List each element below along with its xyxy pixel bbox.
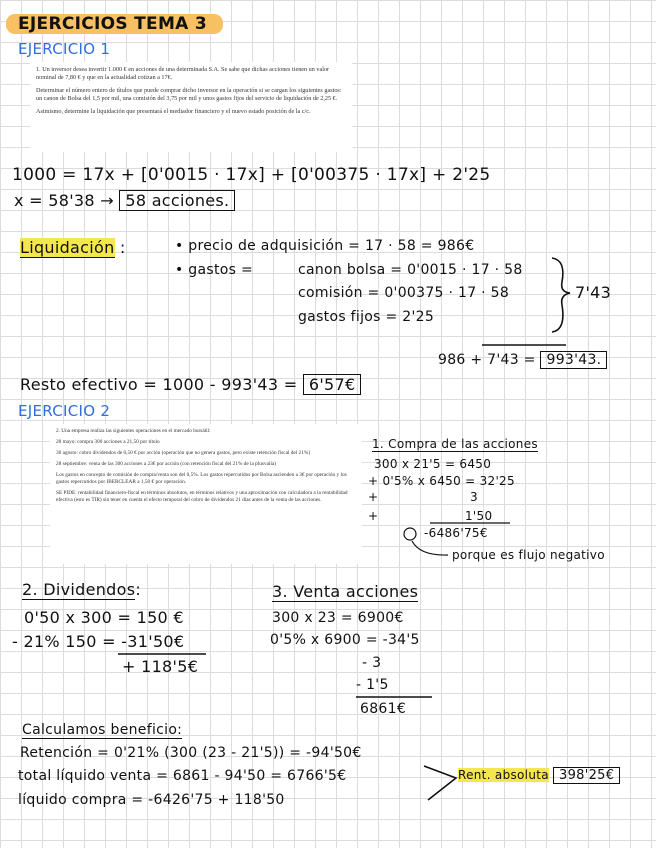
equation-2 bbox=[14, 191, 235, 210]
compra-line-2: + 0'5% x 6450 = 32'25 bbox=[368, 474, 515, 488]
answer-box-acciones: 58 acciones. bbox=[119, 190, 235, 211]
venta-line-2: 0'5% x 6900 = -34'5 bbox=[270, 632, 420, 648]
gastos-label: • gastos = bbox=[175, 262, 253, 278]
gastos-brace bbox=[552, 258, 570, 332]
answer-box-resto: 6'57€ bbox=[303, 374, 362, 395]
rentabilidad-absoluta bbox=[458, 768, 620, 783]
compra-total-circle bbox=[404, 528, 416, 540]
answer-box-liquidacion: 993'43. bbox=[540, 351, 607, 369]
statement-paragraph: 2. Una empresa realiza las siguientes operaciones en el mercado bursátil: bbox=[56, 428, 211, 434]
page-title: EJERCICIOS TEMA 3 bbox=[6, 14, 223, 34]
statement-paragraph: SE PIDE: rentabilidad financiero-fiscal en términos absolutos, en términos relativos y una aproximación con calculadora a la rentabilidad efectiva (esto es TIR) sin tener en cuenta el efecto temporal del cobro de dividendos 21 días antes de la venta de las acciones. bbox=[56, 490, 348, 503]
gasto-canon: canon bolsa = 0'0015 · 17 · 58 bbox=[298, 262, 523, 278]
exercise-2-statement bbox=[50, 424, 362, 564]
equation-2-prefix: x = 58'38 → bbox=[14, 191, 114, 210]
beneficio-liquido-venta: total líquido venta = 6861 - 94'50 = 6766'5€ bbox=[18, 768, 347, 784]
liquidacion-label: Liquidación : bbox=[20, 238, 126, 257]
compra-note-arrow bbox=[412, 541, 448, 555]
gasto-comision: comisión = 0'00375 · 17 · 58 bbox=[298, 285, 510, 301]
dividendos-title: 2. Dividendos: bbox=[22, 580, 142, 599]
compra-total: -6486'75€ bbox=[424, 526, 488, 540]
statement-paragraph: Los gastos en concepto de comisión de compra/venta son del 0,5%. Los gastos repercutidos por Bolsa ascienden a 3€ por operación y los gastos repercutidos por IBERCLEAR a 1,50 € por operación. bbox=[56, 472, 347, 485]
statement-paragraph: Determinar el número entero de títulos que puede comprar dicho inversor en la operación si se cargan los siguientes gastos: un canon de Bolsa del 1,5 por mil, una comisión del 3,75 por mil y unos gastos fijos del servicio de liquidación de 2,25 €. bbox=[36, 86, 342, 103]
dividendos-title-text: 2. Dividendos bbox=[22, 580, 136, 599]
statement-paragraph: Asimismo, determine la liquidación que presentará el mediador financiero y el nuevo estado posición de la c/c. bbox=[36, 107, 311, 115]
rentabilidad-label: Rent. absoluta bbox=[458, 768, 549, 782]
precio-adquisicion: • precio de adquisición = 17 · 58 = 986€ bbox=[175, 238, 475, 254]
answer-box-rentabilidad: 398'25€ bbox=[553, 767, 620, 784]
suma-text: 986 + 7'43 = bbox=[438, 352, 536, 368]
venta-line-3: - 3 bbox=[362, 655, 382, 671]
liquidacion-text: Liquidación bbox=[20, 238, 115, 257]
dividendos-line-3: + 118'5€ bbox=[122, 657, 199, 676]
beneficio-liquido-compra: líquido compra = -6426'75 + 118'50 bbox=[18, 792, 285, 808]
compra-title bbox=[372, 437, 538, 451]
statement-paragraph: 30 agosto: cobro dividendos de 0,50 € por acción (operación que no genera gastos, pero existe retención fiscal del 21%) bbox=[56, 450, 311, 456]
suma-liquidacion bbox=[438, 352, 607, 368]
statement-paragraph: 28 mayo: compra 300 acciones a 21,50 por título bbox=[56, 439, 160, 445]
venta-total: 6861€ bbox=[360, 701, 407, 717]
rentabilidad-arrow bbox=[424, 766, 456, 800]
statement-paragraph: 28 septiembre: venta de las 300 acciones a 23€ por acción (con retención fiscal del 21% de la plusvalía) bbox=[56, 461, 277, 467]
gasto-fijos: gastos fijos = 2'25 bbox=[298, 309, 435, 325]
venta-title bbox=[272, 582, 418, 601]
equation-1: 1000 = 17x + [0'0015 · 17x] + [0'00375 · 17x] + 2'25 bbox=[12, 165, 491, 185]
venta-line-4: - 1'5 bbox=[356, 677, 389, 693]
venta-title-text: 3. Venta acciones bbox=[272, 582, 419, 601]
compra-title-text: 1. Compra de las acciones bbox=[372, 437, 538, 451]
statement-paragraph: 1. Un inversor desea invertir 1.000 € en acciones de una determinada S.A. Se sabe que dichas acciones tienen un valor nominal de 7,80 € y que en la actualidad cotizan a 17€. bbox=[36, 66, 330, 82]
compra-line-4: 1'50 bbox=[465, 509, 493, 523]
exercise-1-heading: EJERCICIO 1 bbox=[18, 40, 111, 58]
compra-plus-1: + bbox=[368, 490, 379, 504]
dividendos-line-2: - 21% 150 = -31'50€ bbox=[12, 632, 185, 651]
beneficio-title bbox=[22, 722, 182, 738]
total-gastos: 7'43 bbox=[575, 283, 612, 302]
beneficio-title-text: Calculamos beneficio: bbox=[22, 722, 183, 738]
compra-line-3: 3 bbox=[470, 490, 478, 504]
compra-note: porque es flujo negativo bbox=[452, 548, 605, 562]
exercise-2-heading: EJERCICIO 2 bbox=[18, 402, 111, 420]
beneficio-retencion: Retención = 0'21% (300 (23 - 21'5)) = -94'50€ bbox=[20, 745, 362, 761]
compra-plus-2: + bbox=[368, 509, 379, 523]
dividendos-line-1: 0'50 x 300 = 150 € bbox=[24, 608, 184, 627]
venta-line-1: 300 x 23 = 6900€ bbox=[272, 610, 404, 626]
resto-text: Resto efectivo = 1000 - 993'43 = bbox=[20, 375, 298, 394]
compra-line-1: 300 x 21'5 = 6450 bbox=[374, 457, 492, 471]
resto-efectivo bbox=[20, 375, 361, 394]
exercise-1-statement bbox=[30, 62, 352, 152]
